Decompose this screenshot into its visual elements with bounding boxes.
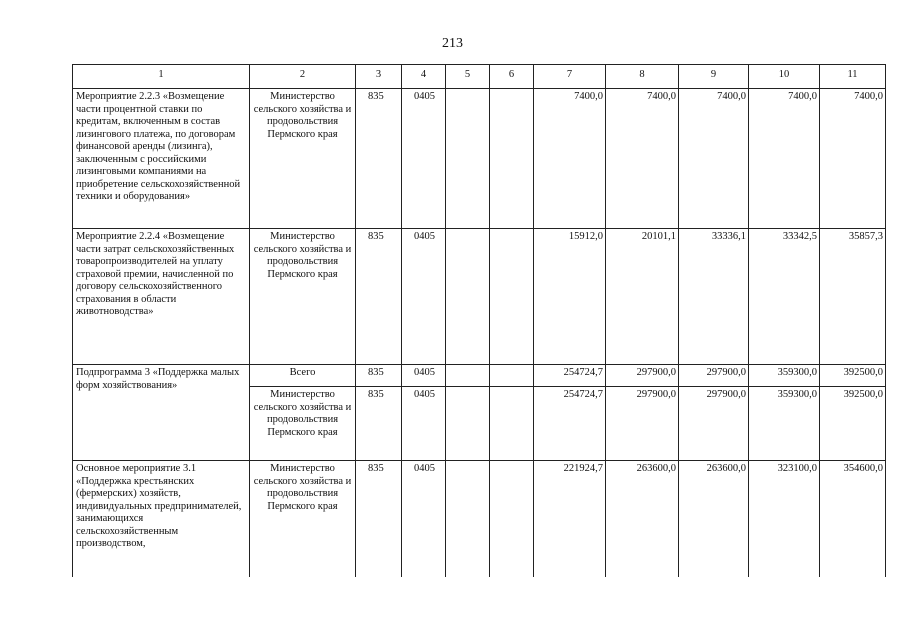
executor: Министерство сельского хозяйства и продовольствия Пермского края	[250, 387, 356, 461]
value-col-8: 297900,0	[606, 387, 679, 461]
code-col-3: 835	[356, 229, 402, 365]
header-cell: 5	[446, 65, 490, 89]
code-col-4: 0405	[402, 461, 446, 578]
code-col-3: 835	[356, 387, 402, 461]
code-col-4: 0405	[402, 387, 446, 461]
code-col-4: 0405	[402, 365, 446, 387]
cell-col-6	[490, 387, 534, 461]
cell-col-5	[446, 89, 490, 229]
activity-name: Основное мероприятие 3.1 «Поддержка крестьянских (фермерских) хозяйств, индивидуальных предпринимателей, занимающихся сельскохозяйственным производством,	[73, 461, 250, 578]
executor: Всего	[250, 365, 356, 387]
value-col-8: 297900,0	[606, 365, 679, 387]
cell-col-6	[490, 365, 534, 387]
table-row	[73, 365, 886, 387]
header-cell: 4	[402, 65, 446, 89]
value-col-11: 7400,0	[820, 89, 886, 229]
header-cell: 1	[73, 65, 250, 89]
cell-col-5	[446, 229, 490, 365]
code-col-3: 835	[356, 365, 402, 387]
header-cell: 8	[606, 65, 679, 89]
code-col-3: 835	[356, 89, 402, 229]
value-col-7: 254724,7	[534, 365, 606, 387]
cell-col-6	[490, 461, 534, 578]
value-col-9: 263600,0	[679, 461, 749, 578]
cell-col-6	[490, 229, 534, 365]
code-col-4: 0405	[402, 229, 446, 365]
header-cell: 10	[749, 65, 820, 89]
value-col-9: 33336,1	[679, 229, 749, 365]
value-col-11: 392500,0	[820, 365, 886, 387]
value-col-11: 354600,0	[820, 461, 886, 578]
cell-col-6	[490, 89, 534, 229]
header-cell: 6	[490, 65, 534, 89]
value-col-9: 297900,0	[679, 365, 749, 387]
value-col-8: 20101,1	[606, 229, 679, 365]
value-col-8: 263600,0	[606, 461, 679, 578]
table-row	[73, 89, 886, 229]
code-col-4: 0405	[402, 89, 446, 229]
header-cell: 9	[679, 65, 749, 89]
executor: Министерство сельского хозяйства и продовольствия Пермского края	[250, 89, 356, 229]
value-col-10: 359300,0	[749, 365, 820, 387]
cell-col-5	[446, 387, 490, 461]
value-col-7: 254724,7	[534, 387, 606, 461]
header-cell: 11	[820, 65, 886, 89]
program-table	[72, 64, 886, 577]
value-col-11: 392500,0	[820, 387, 886, 461]
value-col-10: 323100,0	[749, 461, 820, 578]
cell-col-5	[446, 461, 490, 578]
cell-col-5	[446, 365, 490, 387]
page-number: 213	[442, 36, 463, 51]
table-row	[73, 229, 886, 365]
executor: Министерство сельского хозяйства и продовольствия Пермского края	[250, 229, 356, 365]
value-col-7: 221924,7	[534, 461, 606, 578]
header-cell: 3	[356, 65, 402, 89]
value-col-10: 7400,0	[749, 89, 820, 229]
value-col-7: 15912,0	[534, 229, 606, 365]
value-col-7: 7400,0	[534, 89, 606, 229]
value-col-8: 7400,0	[606, 89, 679, 229]
header-row	[73, 65, 886, 89]
executor: Министерство сельского хозяйства и продовольствия Пермского края	[250, 461, 356, 578]
value-col-11: 35857,3	[820, 229, 886, 365]
value-col-10: 33342,5	[749, 229, 820, 365]
value-col-10: 359300,0	[749, 387, 820, 461]
value-col-9: 7400,0	[679, 89, 749, 229]
header-cell: 2	[250, 65, 356, 89]
table-row	[73, 461, 886, 578]
activity-name: Мероприятие 2.2.4 «Возмещение части затрат сельскохозяйственных товаропроизводителей на уплату страховой премии, начисленной по договору сельскохозяйственного страхования в области животноводства»	[73, 229, 250, 365]
activity-name: Подпрограмма 3 «Поддержка малых форм хозяйствования»	[73, 365, 250, 461]
value-col-9: 297900,0	[679, 387, 749, 461]
header-cell: 7	[534, 65, 606, 89]
code-col-3: 835	[356, 461, 402, 578]
activity-name: Мероприятие 2.2.3 «Возмещение части процентной ставки по кредитам, включенным в состав лизингового платежа, по договорам финансовой аренды (лизинга), заключенным с российскими лизинговыми компаниями на приобретение сельскохозяйственной техники и оборудования»	[73, 89, 250, 229]
